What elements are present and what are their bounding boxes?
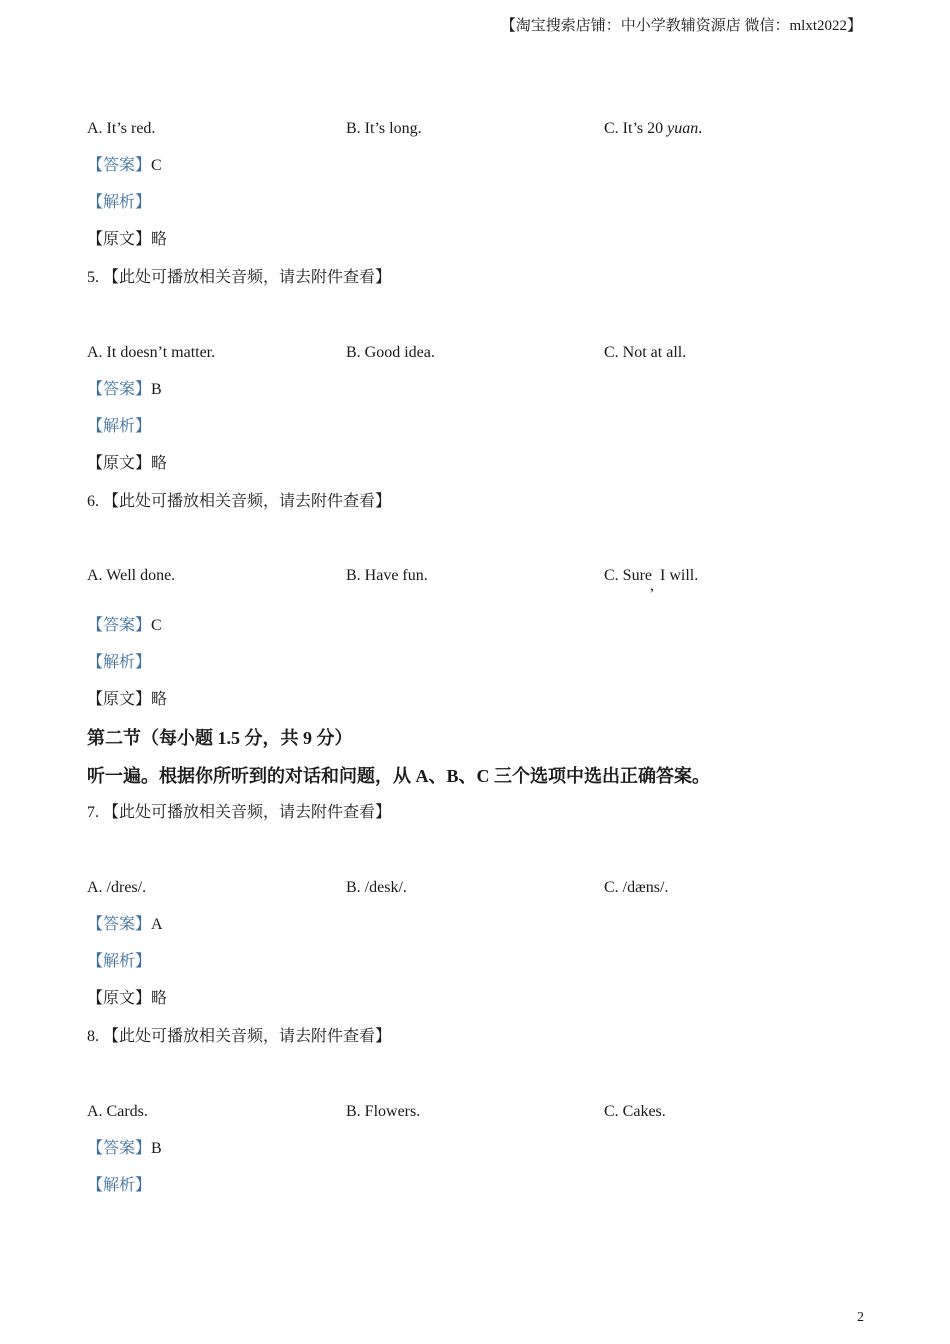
q4-option-b: B. It’s long. <box>346 120 422 137</box>
q6-answer <box>87 615 162 637</box>
answer-label: 【答案】 <box>87 916 152 933</box>
q7-option-a: A. /dres/. <box>87 879 147 896</box>
q4-option-c <box>604 118 702 140</box>
q6-analysis: 【解析】 <box>87 654 152 671</box>
q6-answer-value: C <box>151 617 162 634</box>
q4-analysis: 【解析】 <box>87 194 152 211</box>
q8-answer-value: B <box>151 1140 162 1157</box>
q8-option-b: B. Flowers. <box>346 1103 421 1120</box>
q7-option-b: B. /desk/. <box>346 879 407 896</box>
q5-original: 【原文】略 <box>87 455 168 472</box>
q4-option-a: A. It’s red. <box>87 120 156 137</box>
q8-analysis: 【解析】 <box>87 1177 152 1194</box>
header-note: 【淘宝搜索店铺：中小学教辅资源店 微信：mlxt2022】 <box>500 18 862 34</box>
q6-option-a: A. Well done. <box>87 567 176 584</box>
q4-answer <box>87 155 162 177</box>
section2-instruction: 听一遍。根据你所听到的对话和问题，从 A、B、C 三个选项中选出正确答案。 <box>87 766 711 786</box>
q8-answer <box>87 1138 162 1160</box>
q8-prompt: 8. 【此处可播放相关音频，请去附件查看】 <box>87 1028 392 1045</box>
page-number: 2 <box>857 1310 864 1325</box>
q6-option-c-comma: , <box>650 577 654 594</box>
q7-prompt: 7. 【此处可播放相关音频，请去附件查看】 <box>87 804 392 821</box>
q5-answer <box>87 379 162 401</box>
q6-prompt: 6. 【此处可播放相关音频，请去附件查看】 <box>87 493 392 510</box>
q4-option-c-italic: yuan <box>667 120 699 137</box>
answer-label: 【答案】 <box>87 381 152 398</box>
q5-answer-value: B <box>151 381 162 398</box>
q7-answer <box>87 914 163 936</box>
q5-option-a: A. It doesn’t matter. <box>87 344 216 361</box>
answer-label: 【答案】 <box>87 157 152 174</box>
q5-option-c: C. Not at all. <box>604 344 687 361</box>
q6-option-c <box>604 565 699 594</box>
q4-option-c-prefix: C. It’s 20 <box>604 120 668 137</box>
q7-analysis: 【解析】 <box>87 953 152 970</box>
q7-option-c: C. /dæns/. <box>604 879 669 896</box>
q5-option-b: B. Good idea. <box>346 344 435 361</box>
q6-original: 【原文】略 <box>87 691 168 708</box>
q4-answer-value: C <box>151 157 162 174</box>
q8-option-a: A. Cards. <box>87 1103 148 1120</box>
section2-title: 第二节（每小题 1.5 分，共 9 分） <box>87 728 353 748</box>
q6-option-c-part2: I will. <box>660 567 699 584</box>
q4-option-c-suffix: . <box>698 120 703 137</box>
answer-label: 【答案】 <box>87 1140 152 1157</box>
q6-option-b: B. Have fun. <box>346 567 428 584</box>
q4-original: 【原文】略 <box>87 231 168 248</box>
q5-prompt: 5. 【此处可播放相关音频，请去附件查看】 <box>87 269 392 286</box>
q6-option-c-part1: C. Sure <box>604 567 652 584</box>
q7-answer-value: A <box>151 916 163 933</box>
q7-original: 【原文】略 <box>87 990 168 1007</box>
answer-label: 【答案】 <box>87 617 152 634</box>
q5-analysis: 【解析】 <box>87 418 152 435</box>
q8-option-c: C. Cakes. <box>604 1103 666 1120</box>
